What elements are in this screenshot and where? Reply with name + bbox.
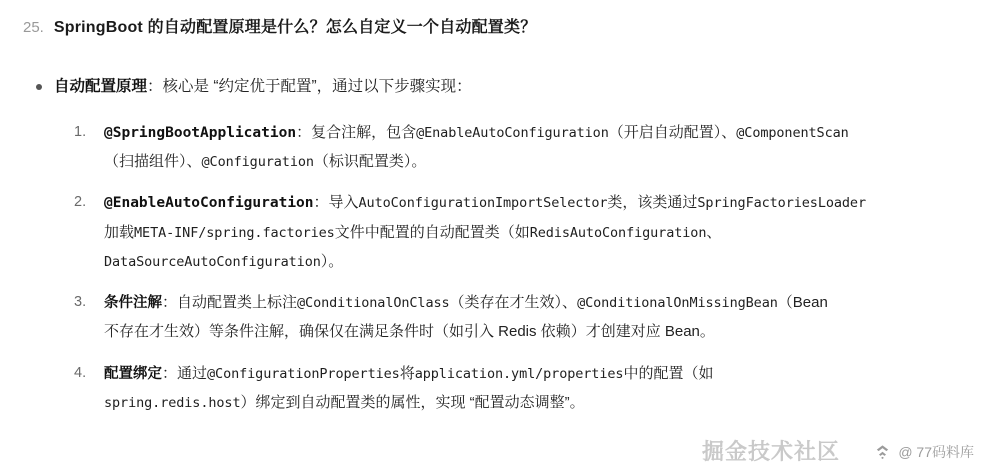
step-text: ：通过: [162, 364, 208, 382]
list-item: [74, 118, 970, 177]
step-text: （开启自动配置）、: [608, 123, 737, 141]
step-text: （类存在才生效）、: [449, 294, 578, 312]
bullet-dot-icon: [36, 84, 42, 90]
principle-bullet: [20, 75, 970, 417]
step-term: 配置绑定: [104, 365, 162, 382]
step-text: ：导入: [313, 194, 359, 212]
steps-list: [36, 118, 970, 417]
step-text: 不存在才生效）等条件注解，确保仅在满足条件时（如引入 Redis 依赖）才创建对应 Bean。: [104, 323, 715, 341]
watermark-community: 掘金技术社区: [701, 439, 840, 464]
step-text: ：自动配置类上标注: [162, 294, 298, 312]
code-token: META-INF/spring.factories: [134, 224, 335, 241]
step-text: （Bean: [777, 294, 828, 312]
bullet-rest: ：核心是 “约定优于配置”，通过以下步骤实现：: [147, 78, 472, 95]
watermark-author-text: @ 77码料库: [898, 444, 974, 460]
code-token: DataSourceAutoConfiguration: [104, 253, 321, 270]
bullet-label: 自动配置原理: [54, 78, 148, 95]
step-text: ：复合注解，包含: [296, 123, 417, 141]
list-item: [74, 288, 970, 347]
list-item: [74, 359, 970, 418]
code-token: SpringFactoriesLoader: [697, 195, 866, 212]
step-text: 、: [706, 223, 722, 241]
step-text: （标识配置类）。: [313, 153, 427, 171]
step-text: 加载: [104, 223, 135, 241]
step-term: 条件注解: [104, 295, 162, 312]
step-marker: 4.: [74, 364, 87, 381]
step-text: 类，该类通过: [607, 194, 698, 212]
question-title: SpringBoot 的自动配置原理是什么？怎么自定义一个自动配置类？: [53, 19, 537, 36]
step-text: 将: [399, 364, 415, 382]
step-text: 中的配置（如: [623, 364, 714, 382]
bullet-text: [54, 75, 472, 100]
step-term: @SpringBootApplication: [104, 124, 297, 141]
question-heading: [20, 10, 970, 37]
code-token: @EnableAutoConfiguration: [416, 124, 609, 141]
code-token: @ComponentScan: [736, 124, 849, 141]
step-term: @EnableAutoConfiguration: [104, 195, 314, 212]
bullet-row: [36, 75, 970, 100]
watermark-author: [874, 442, 974, 462]
code-token: @Configuration: [201, 154, 314, 171]
code-token: application.yml/properties: [414, 365, 624, 382]
code-token: RedisAutoConfiguration: [529, 224, 707, 241]
step-marker: 3.: [74, 294, 87, 311]
step-text: ）。: [320, 252, 344, 270]
step-text: （扫描组件）、: [104, 153, 202, 171]
code-token: @ConditionalOnClass: [297, 295, 450, 312]
list-item: [74, 188, 970, 276]
step-text: 文件中配置的自动配置类（如: [334, 223, 530, 241]
question-number: 25.: [23, 19, 44, 36]
step-text: ）绑定到自动配置类的属性，实现 “配置动态调整”。: [240, 393, 585, 411]
code-token: AutoConfigurationImportSelector: [358, 195, 608, 212]
step-marker: 2.: [74, 194, 87, 211]
code-token: @ConfigurationProperties: [207, 365, 400, 382]
step-marker: 1.: [74, 123, 87, 140]
code-token: spring.redis.host: [104, 394, 241, 411]
juejin-logo-icon: [874, 444, 891, 461]
code-token: @ConditionalOnMissingBean: [577, 295, 778, 312]
